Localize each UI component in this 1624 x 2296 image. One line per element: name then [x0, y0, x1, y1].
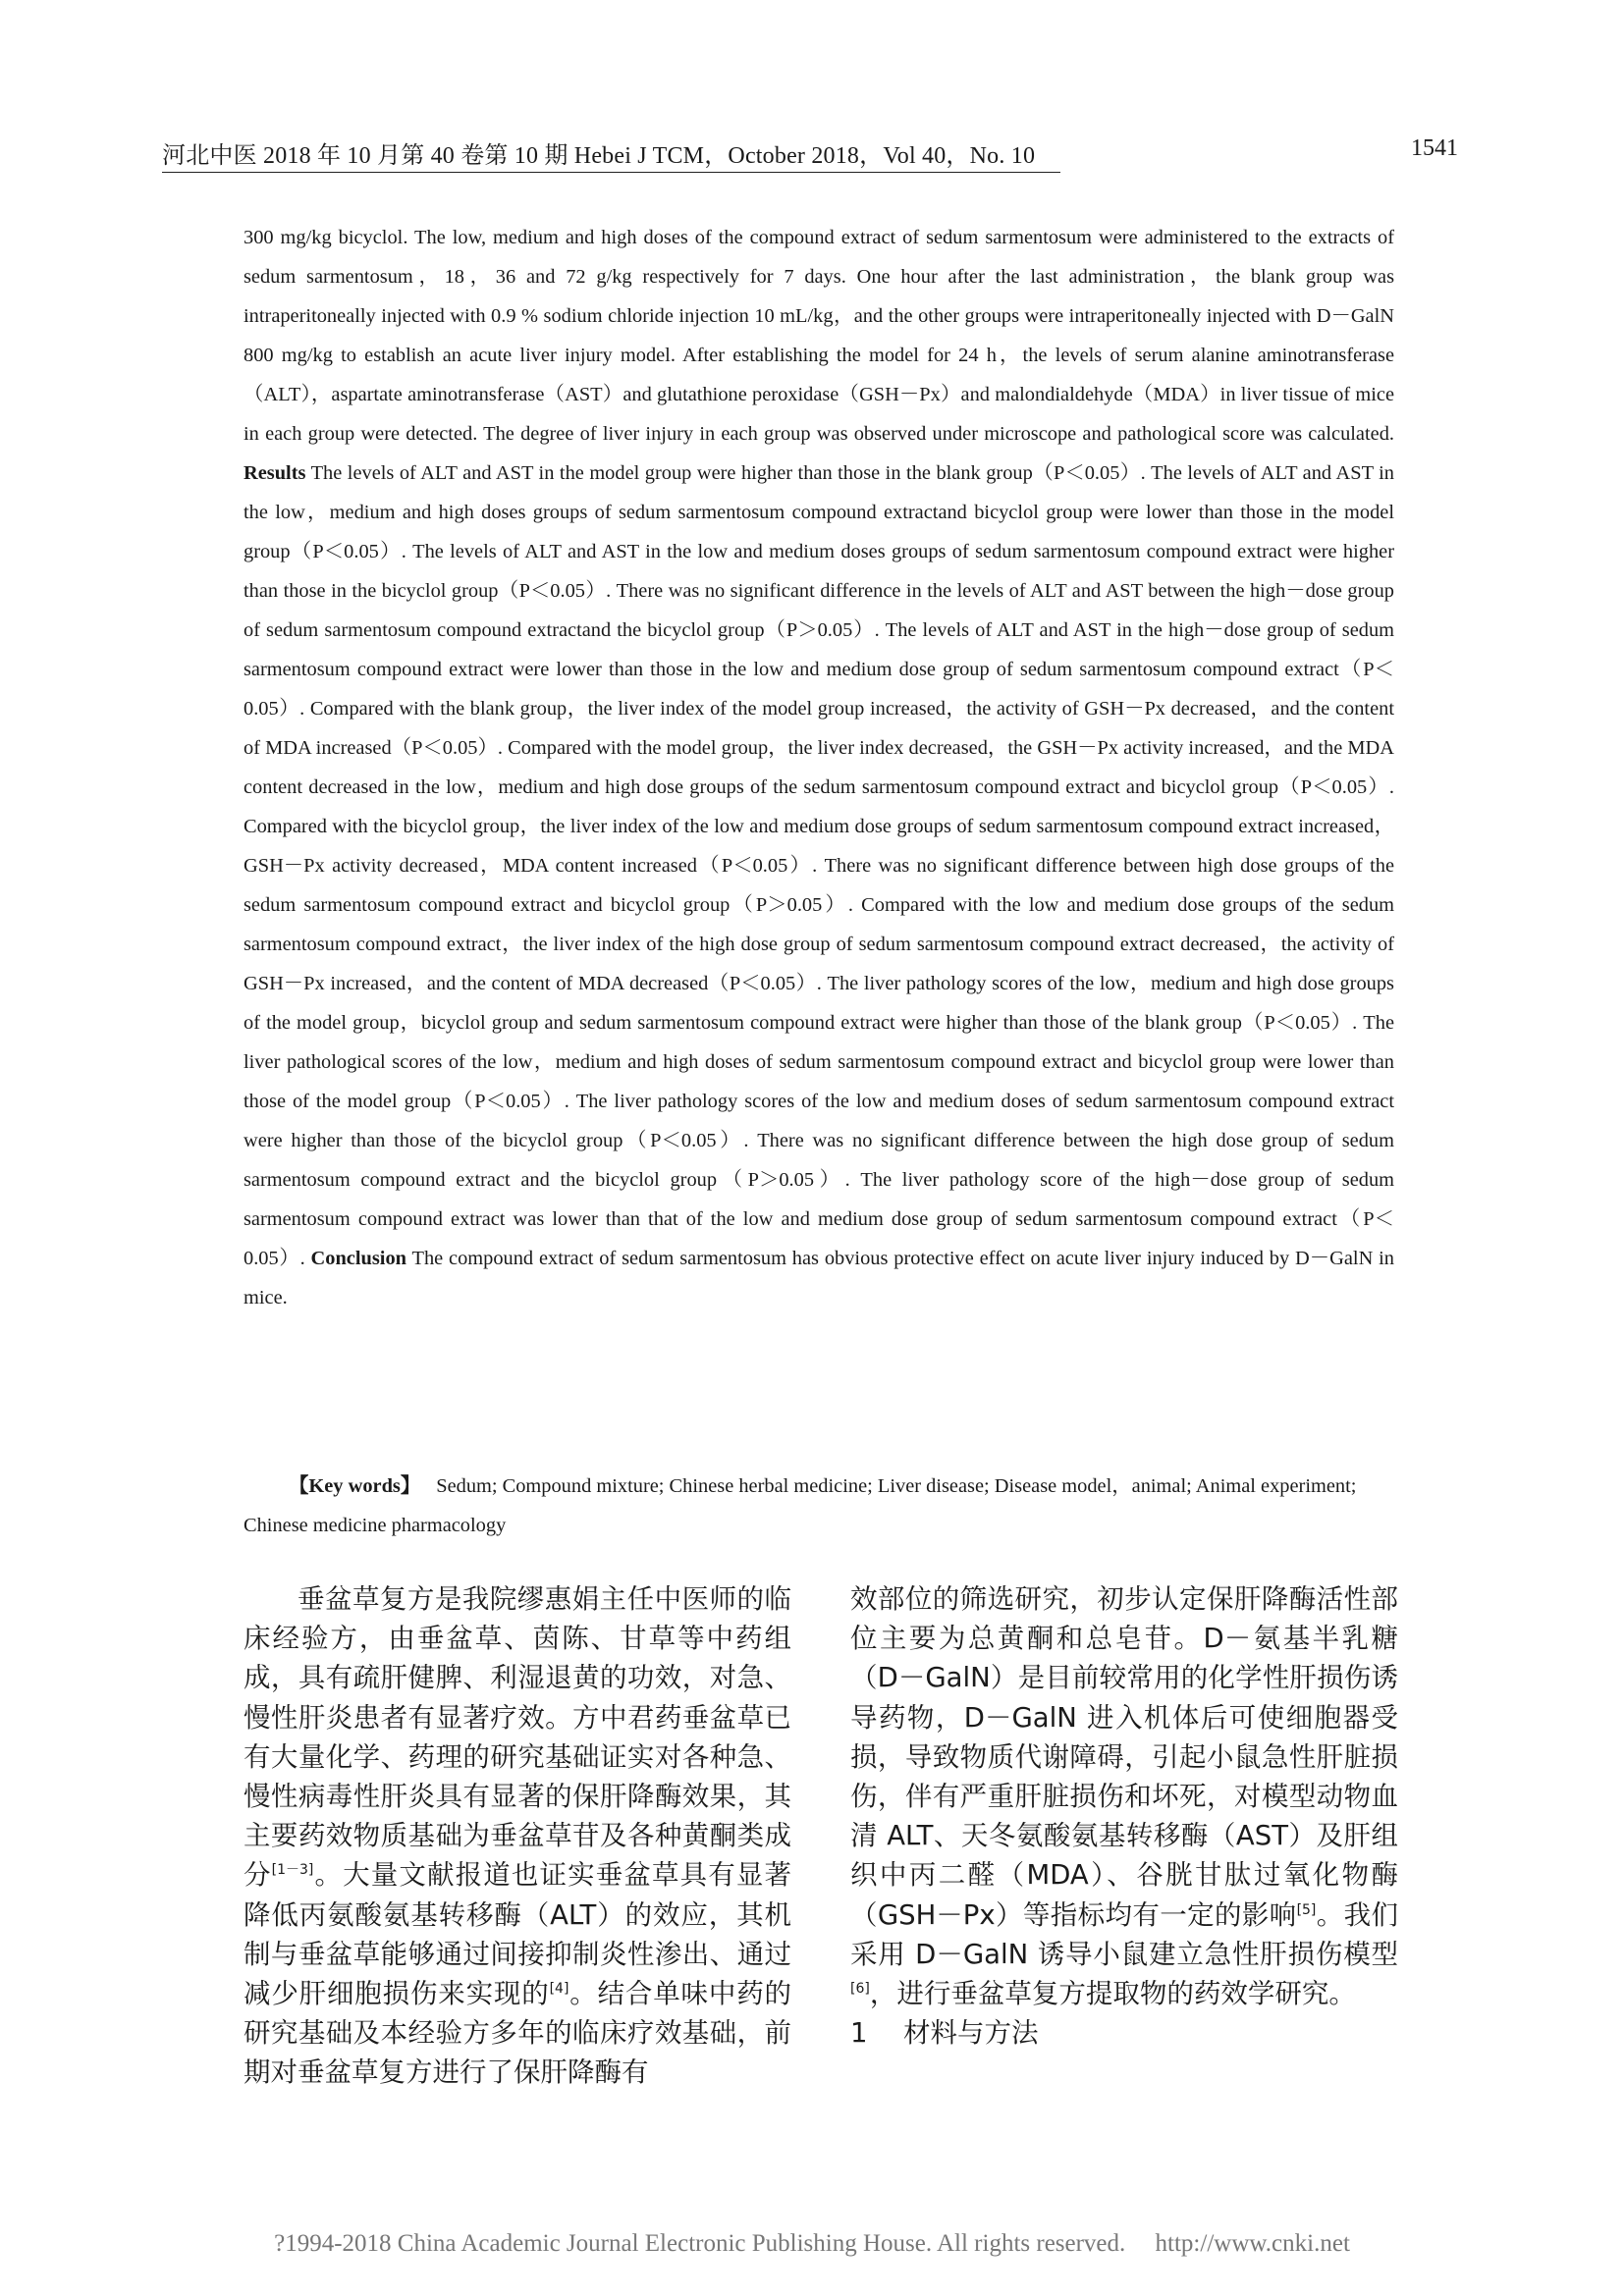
running-header	[162, 135, 1458, 175]
citation: [4]	[549, 1981, 569, 1998]
results-label: Results	[244, 462, 306, 484]
copyright-text: ?1994-2018 China Academic Journal Electronic Publishing House. All rights reserved.	[274, 2230, 1126, 2257]
abstract-text	[244, 218, 1394, 1317]
abstract-results: The levels of ALT and AST in the model group were higher than those in the blank group（P＜0.05）. The levels of ALT and AST in the low，medium and high doses groups of sedum sarmentosum compound extractand bicyclol group were lower than those in the model group（P＜0.05）. The levels of ALT and AST in the low and medium doses groups of sedum sarmentosum compound extract were higher than those in the bicyclol group（P＜0.05）. There was no significant difference in the levels of ALT and AST between the high－dose group of sedum sarmentosum compound extractand the bicyclol group（P＞0.05）. The levels of ALT and AST in the high－dose group of sedum sarmentosum compound extract were lower than those in the low and medium dose group of sedum sarmentosum compound extract（P＜0.05）. Compared with the blank group，the liver index of the model group increased，the activity of GSH－Px decreased，and the content of MDA increased（P＜0.05）. Compared with the model group，the liver index decreased，the GSH－Px activity increased，and the MDA content decreased in the low，medium and high dose groups of the sedum sarmentosum compound extract and bicyclol group（P＜0.05）. Compared with the bicyclol group，the liver index of the low and medium dose groups of sedum sarmentosum compound extract increased，GSH－Px activity decreased，MDA content increased（P＜0.05）. There was no significant difference between high dose groups of the sedum sarmentosum compound extract and bicyclol group（P＞0.05）. Compared with the low and medium dose groups of the sedum sarmentosum compound extract，the liver index of the high dose group of sedum sarmentosum compound extract decreased，the activity of GSH－Px increased，and the content of MDA decreased（P＜0.05）. The liver pathology scores of the low，medium and high dose groups of the model group，bicyclol group and sedum sarmentosum compound extract were higher than those of the blank group（P＜0.05）. The liver pathological scores of the low，medium and high doses of sedum sarmentosum compound extract and bicyclol group were lower than those of the model group（P＜0.05）. The liver pathology scores of the low and medium doses of sedum sarmentosum compound extract were higher than those of the bicyclol group（P＜0.05）. There was no significant difference between the high dose group of sedum sarmentosum compound extract and the bicyclol group（P＞0.05）. The liver pathology score of the high－dose group of sedum sarmentosum compound extract was lower than that of the low and medium dose group of sedum sarmentosum compound extract（P＜0.05）.	[244, 462, 1395, 1269]
english-abstract	[244, 218, 1394, 1317]
body-text: 。我们采用 D－GalN 诱导小鼠建立急性肝损伤模型	[850, 1898, 1399, 1970]
keywords	[244, 1467, 1394, 1545]
section-title: 材料与方法	[903, 2017, 1039, 2050]
body-text: ，进行垂盆草复方提取物的药效学研究。	[869, 1978, 1356, 2010]
journal-info: 河北中医 2018 年 10 月第 40 卷第 10 期 Hebei J TCM，October 2018，Vol 40，No. 10	[162, 143, 1036, 169]
header-rule	[162, 172, 1060, 173]
conclusion-label: Conclusion	[310, 1248, 406, 1269]
body-column-right	[850, 1579, 1398, 2053]
keywords-text: Sedum; Compound mixture; Chinese herbal medicine; Liver disease; Disease model，animal; Animal experiment; Chinese medicine pharmacology	[244, 1475, 1357, 1536]
body-column-left	[244, 1579, 791, 2093]
cnki-link[interactable]: http://www.cnki.net	[1155, 2230, 1350, 2257]
body-text: 垂盆草复方是我院缪惠娟主任中医师的临床经验方，由垂盆草、茵陈、甘草等中药组成，具有疏肝健脾、利湿退黄的功效，对急、慢性肝炎患者有显著疗效。方中君药垂盆草已有大量化学、药理的研究基础证实对各种急、慢性病毒性肝炎具有显著的保肝降酶效果，其主要药效物质基础为垂盆草苷及各种黄酮类成分	[244, 1583, 791, 1892]
section-heading	[850, 2013, 1398, 2053]
footer	[0, 2230, 1624, 2258]
body-paragraph	[244, 1579, 791, 2093]
citation: [6]	[850, 1981, 870, 1998]
abstract-methods: 300 mg/kg bicyclol. The low, medium and high doses of the compound extract of sedum sarmentosum were administered to the extracts of sedum sarmentosum，18，36 and 72 g/kg respectively for 7 days. One hour after the last administration，the blank group was intraperitoneally injected with 0.9 % sodium chloride injection 10 mL/kg，and the other groups were intraperitoneally injected with D－GalN 800 mg/kg to establish an acute liver injury model. After establishing the model for 24 h，the levels of serum alanine aminotransferase（ALT），aspartate aminotransferase（AST）and glutathione peroxidase（GSH－Px）and malondialdehyde（MDA）in liver tissue of mice in each group were detected. The degree of liver injury in each group was observed under microscope and pathological score was calculated.	[244, 227, 1394, 445]
page-number: 1541	[1411, 135, 1458, 161]
body-paragraph	[850, 1579, 1398, 2013]
keywords-label: 【Key words】	[289, 1475, 421, 1497]
citation: [5]	[1296, 1901, 1317, 1918]
body-text: 效部位的筛选研究，初步认定保肝降酶活性部位主要为总黄酮和总皂苷。D－氨基半乳糖（D－GalN）是目前较常用的化学性肝损伤诱导药物，D－GalN 进入机体后可使细胞器受损，导致物质代谢障碍，引起小鼠急性肝脏损伤，伴有严重肝脏损伤和坏死，对模型动物血清 ALT、天冬氨酸氨基转移酶（AST）及肝组织中丙二醛（MDA）、谷胱甘肽过氧化物酶（GSH－Px）等指标均有一定的影响	[850, 1583, 1398, 1931]
citation: [1－3]	[271, 1862, 314, 1879]
body-text: 。结合单味中药的研究基础及本经验方多年的临床疗效基础，前期对垂盆草复方进行了保肝降酶有	[244, 1978, 792, 2089]
section-number: 1	[850, 2017, 868, 2050]
body-text: 。大量文献报道也证实垂盆草具有显著降低丙氨酸氨基转移酶（ALT）的效应，其机制与垂盆草能够通过间接抑制炎性渗出、通过减少肝细胞损伤来实现的	[244, 1859, 791, 2010]
abstract-conclusion: The compound extract of sedum sarmentosum has obvious protective effect on acute liver injury induced by D－GalN in mice.	[244, 1248, 1395, 1308]
